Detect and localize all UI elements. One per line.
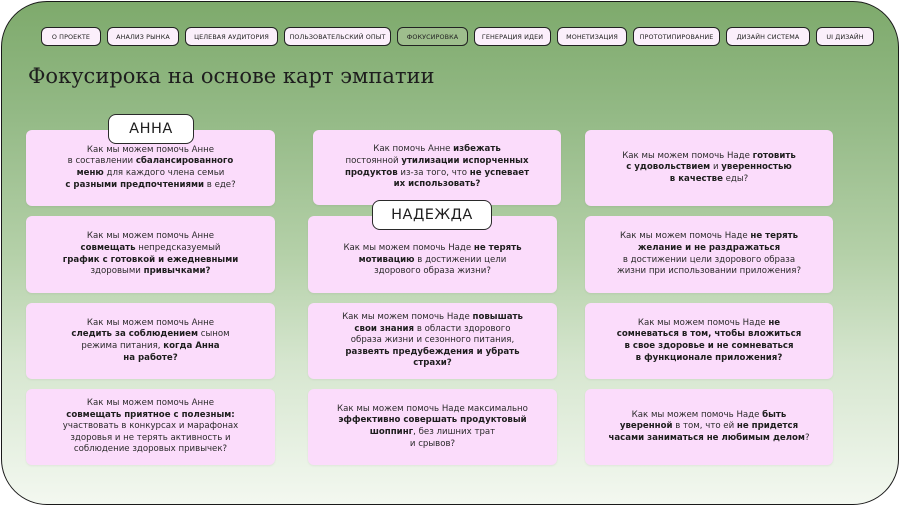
- nav-tab-focus[interactable]: ФОКУСИРОВКА: [397, 27, 468, 46]
- hmw-card-col2-3: [308, 303, 557, 379]
- card-text-line: [617, 266, 801, 278]
- hmw-card-anna-2: [26, 216, 275, 293]
- card-text-bold: когда Анна: [163, 341, 220, 351]
- card-text-bold: часами заниматься не любимым делом: [608, 432, 805, 443]
- card-text-line: [342, 324, 523, 336]
- card-text-line: [65, 156, 235, 168]
- slide: [1, 1, 899, 505]
- nav-tab-about[interactable]: О ПРОЕКТЕ: [41, 27, 101, 46]
- card-text: участвовать в конкурсах и марафонах: [62, 421, 239, 432]
- card-text-bold: в свое здоровье и не сомневаться: [624, 341, 794, 351]
- card-text: в еде?: [204, 179, 236, 190]
- card-text-bold: развеять предубеждения и убрать: [345, 346, 520, 357]
- card-text-bold: совмещать: [80, 242, 136, 253]
- card-text-line: [63, 421, 238, 433]
- card-text: образа жизни и сезонного питания,: [350, 335, 515, 346]
- card-text: жизни при использовании приложения?: [616, 266, 802, 277]
- card-text: , без лишних трат: [413, 427, 496, 437]
- card-text-line: [337, 415, 528, 427]
- card-text-bold: сбалансированного: [135, 156, 234, 167]
- card-text: в достижении цели здорового образа: [622, 254, 796, 265]
- card-text: Как помочь Анне: [373, 144, 454, 155]
- card-text: из-за того, что: [397, 167, 470, 178]
- nav-tab-ui-design[interactable]: UI ДИЗАЙН: [816, 27, 874, 46]
- card-text-line: [617, 255, 801, 267]
- card-text: режима питания,: [81, 341, 164, 351]
- card-text-line: [63, 398, 238, 410]
- card-text: Как мы можем помочь Анне: [86, 231, 215, 242]
- card-text-line: [617, 329, 801, 341]
- card-text-bold: не: [768, 317, 781, 328]
- nav-tab-design-system[interactable]: ДИЗАЙН СИСТЕМА: [726, 27, 810, 46]
- hmw-card-anna-3: [26, 303, 275, 379]
- card-text-bold: в качестве: [669, 173, 723, 184]
- card-text: здоровья и не терять активность и: [70, 432, 231, 443]
- card-text-line: [622, 162, 796, 174]
- card-text-line: [342, 358, 523, 370]
- card-text-line: [622, 174, 796, 186]
- card-text: еды?: [722, 173, 749, 184]
- hmw-card-col3-3: [585, 303, 833, 379]
- card-text-line: [65, 145, 235, 157]
- hmw-card-anna-4: [26, 389, 275, 465]
- card-text: для каждого члена семьи: [103, 168, 225, 178]
- card-text-bold: в функционале приложения?: [635, 352, 783, 363]
- page-title: Фокусирока на основе карт эмпатии: [28, 64, 435, 88]
- card-text-line: [63, 444, 238, 456]
- card-text-bold: готовить: [752, 150, 796, 161]
- card-text-line: [608, 410, 809, 422]
- card-text-line: [63, 266, 239, 278]
- card-text-line: [337, 427, 528, 439]
- card-text-bold: быть: [762, 409, 787, 420]
- card-text-bold: шоппинг: [369, 427, 414, 437]
- persona-tag-anna: АННА: [108, 114, 194, 144]
- card-text-line: [343, 255, 521, 267]
- card-text-line: [342, 335, 523, 347]
- card-text: Как мы можем помочь Наде: [637, 317, 769, 328]
- card-text-bold: с разными предпочтениями: [65, 179, 205, 190]
- nav-tab-prototyping[interactable]: ПРОТОТИПИРОВАНИЕ: [633, 27, 720, 46]
- card-text: Как мы можем помочь Анне: [86, 398, 215, 409]
- card-text-bold: не терять: [750, 231, 799, 242]
- hmw-card-col2-4: [308, 389, 557, 465]
- card-text-line: [343, 243, 521, 255]
- card-text-line: [342, 347, 523, 359]
- card-text: здоровыми: [90, 266, 144, 277]
- card-text-line: [617, 231, 801, 243]
- card-text: и срывов?: [409, 438, 456, 449]
- card-text: здорового образа жизни?: [374, 266, 491, 277]
- card-text-bold: уверенностью: [721, 162, 792, 173]
- card-text-line: [65, 168, 235, 180]
- card-text-bold: желание и не раздражаться: [637, 242, 781, 253]
- card-text-line: [617, 353, 801, 365]
- card-text: соблюдение здоровых привычек?: [73, 444, 228, 455]
- nav-tab-audience[interactable]: ЦЕЛЕВАЯ АУДИТОРИЯ: [185, 27, 278, 46]
- card-text-bold: следить за соблюдением: [71, 329, 198, 340]
- nav-tab-monetization[interactable]: МОНЕТИЗАЦИЯ: [557, 27, 627, 46]
- card-text-bold: совмещать приятное с полезным:: [66, 409, 235, 420]
- card-text-line: [342, 312, 523, 324]
- card-text: Как мы можем помочь Анне: [86, 317, 215, 328]
- card-text-line: [617, 243, 801, 255]
- card-text: ?: [804, 432, 810, 443]
- card-text-bold: не успевает: [469, 167, 530, 178]
- card-text-bold: сомневаться в том, чтобы вложиться: [616, 329, 802, 340]
- card-text-line: [63, 243, 239, 255]
- card-text: Как мы можем помочь Наде максимально: [337, 403, 528, 414]
- card-text: Как мы можем помочь Наде: [343, 243, 474, 254]
- card-text-bold: утилизации испорченных: [401, 155, 529, 166]
- card-text-line: [63, 433, 238, 445]
- card-text: в том, что ей: [672, 421, 737, 432]
- card-text-bold: меню: [76, 168, 104, 178]
- card-text-bold: не терять: [473, 243, 522, 254]
- card-text-bold: привычками?: [143, 266, 211, 277]
- card-text-line: [617, 318, 801, 330]
- hmw-card-col2-1: [313, 130, 561, 205]
- card-text: в области здорового: [414, 323, 511, 334]
- card-text-bold: мотивацию: [358, 254, 415, 265]
- card-text: Как мы можем помочь Наде: [622, 150, 753, 161]
- hmw-card-col3-2: [585, 216, 833, 293]
- card-text: непредсказуемый: [135, 242, 221, 253]
- card-text-bold: с удовольствием: [626, 162, 711, 173]
- card-text-bold: уверенной: [619, 421, 673, 432]
- card-text-line: [65, 180, 235, 192]
- card-text-bold: график с готовкой и ежедневными: [62, 254, 239, 265]
- card-text: Как мы можем помочь Наде: [342, 312, 473, 323]
- hmw-card-col3-4: [585, 389, 833, 465]
- card-text: в достижении цели: [414, 254, 507, 265]
- card-text-line: [71, 329, 229, 341]
- card-text: постоянной: [345, 155, 402, 166]
- card-text-line: [71, 353, 229, 365]
- card-text: в составлении: [67, 156, 136, 167]
- card-text-line: [337, 439, 528, 451]
- card-text-line: [71, 341, 229, 353]
- card-text-line: [608, 433, 809, 445]
- nav-tab-market[interactable]: АНАЛИЗ РЫНКА: [107, 27, 179, 46]
- persona-tag-nadezhda: НАДЕЖДА: [372, 200, 492, 230]
- card-text-line: [71, 318, 229, 330]
- card-text-bold: страхи?: [413, 358, 452, 369]
- card-text-bold: на работе?: [123, 352, 178, 363]
- card-text-bold: их использовать?: [393, 179, 481, 190]
- card-text-line: [63, 255, 239, 267]
- card-text: Как мы можем помочь Анне: [86, 144, 215, 155]
- card-text-line: [345, 156, 529, 168]
- card-text-bold: свои знания: [354, 323, 415, 334]
- card-text-line: [63, 231, 239, 243]
- card-text-bold: избежать: [453, 144, 501, 155]
- card-text-line: [345, 179, 529, 191]
- card-text-bold: повышать: [472, 312, 523, 323]
- card-text: Как мы можем помочь Наде: [619, 231, 751, 242]
- card-text: сыном: [198, 329, 230, 340]
- card-text: и: [710, 162, 722, 173]
- card-text-line: [343, 266, 521, 278]
- card-text-line: [345, 168, 529, 180]
- card-text-line: [345, 144, 529, 156]
- card-text-line: [608, 421, 809, 433]
- card-text-line: [337, 404, 528, 416]
- nav-tab-ideas[interactable]: ГЕНЕРАЦИЯ ИДЕИ: [474, 27, 551, 46]
- card-text-line: [617, 341, 801, 353]
- card-text-line: [622, 151, 796, 163]
- top-nav: [41, 27, 874, 46]
- card-text-line: [63, 410, 238, 422]
- hmw-card-col3-1: [585, 130, 833, 206]
- nav-tab-ux[interactable]: ПОЛЬЗОВАТЕЛЬСКИЙ ОПЫТ: [284, 27, 391, 46]
- card-text-bold: продуктов: [344, 167, 398, 178]
- card-text-bold: не придется: [736, 421, 799, 432]
- card-text-bold: эффективно совершать продуктовый: [338, 415, 527, 426]
- card-text: Как мы можем помочь Наде: [631, 409, 763, 420]
